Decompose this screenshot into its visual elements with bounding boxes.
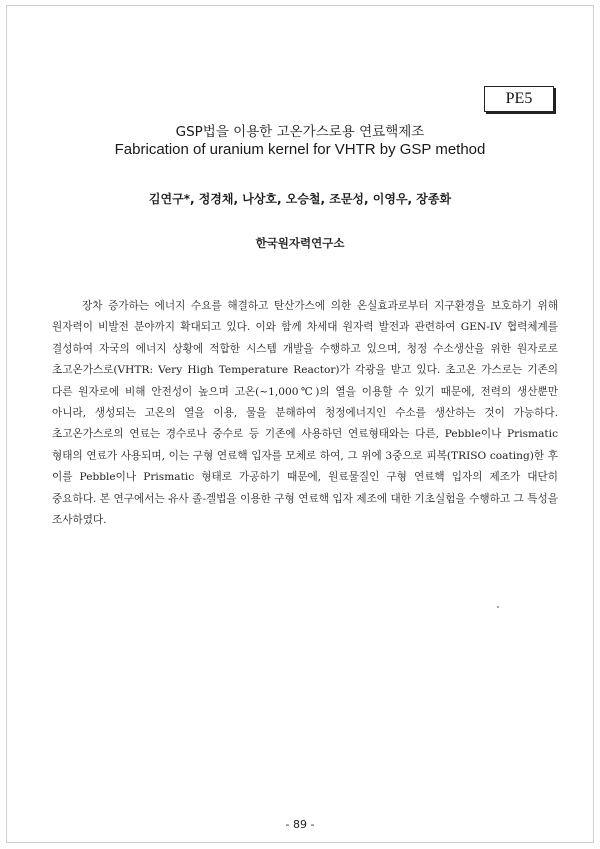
paper-code-box: PE5 (484, 86, 554, 112)
abstract-paragraph: 장차 증가하는 에너지 수요를 해결하고 탄산가스에 의한 온실효과로부터 지구환경을 보호하기 위해 원자력이 비발전 분야까지 확대되고 있다. 이와 함께 차세대 원자력 발전과 관련하여 GEN-IV 협력체계를 결성하여 자국의 에너지 상황에 적합한 시스템 개발을 수행하고 있으며, 청정 수소생산을 위한 원자로로 초고온가스로(VHTR: Very High Temperature Reactor)가 각광을 받고 있다. 초고온 가스로는 기존의 다른 원자로에 비해 안전성이 높으며 고온(~1,000℃)의 열을 이용할 수 있기 때문에, 전력의 생산뿐만 아니라, 생성되는 고온의 열을 이용, 물을 분해하여 청정에너지인 수소를 생산하는 것이 가능하다. 초고온가스로의 연료는 경수로나 중수로 등 기존에 사용하던 연료형태와는 다른, Pebble이나 Prismatic 형태의 연료가 사용되며, 이는 구형 연료핵 입자를 모체로 하여, 그 위에 3중으로 피복(TRISO coating)한 후 이를 Pebble이나 Prismatic 형태로 가공하기 때문에, 원료물질인 구형 연료핵 입자의 제조가 대단히 중요하다. 본 연구에서는 유사 졸-겔법을 이용한 구형 연료핵 입자 제조에 대한 기초실험을 수행하고 그 특성을 조사하였다. (52, 300, 558, 527)
title-korean: GSP법을 이용한 고온가스로용 연료핵제조 (175, 124, 425, 140)
affiliation: 한국원자력연구소 (255, 236, 345, 250)
scan-dot-mark (497, 606, 499, 608)
title-english: Fabrication of uranium kernel for VHTR by GSP method (114, 141, 486, 158)
page-number: - 89 - (285, 818, 315, 831)
author-list: 김연구*, 정경채, 나상호, 오승철, 조문성, 이영우, 장종화 (148, 192, 452, 206)
